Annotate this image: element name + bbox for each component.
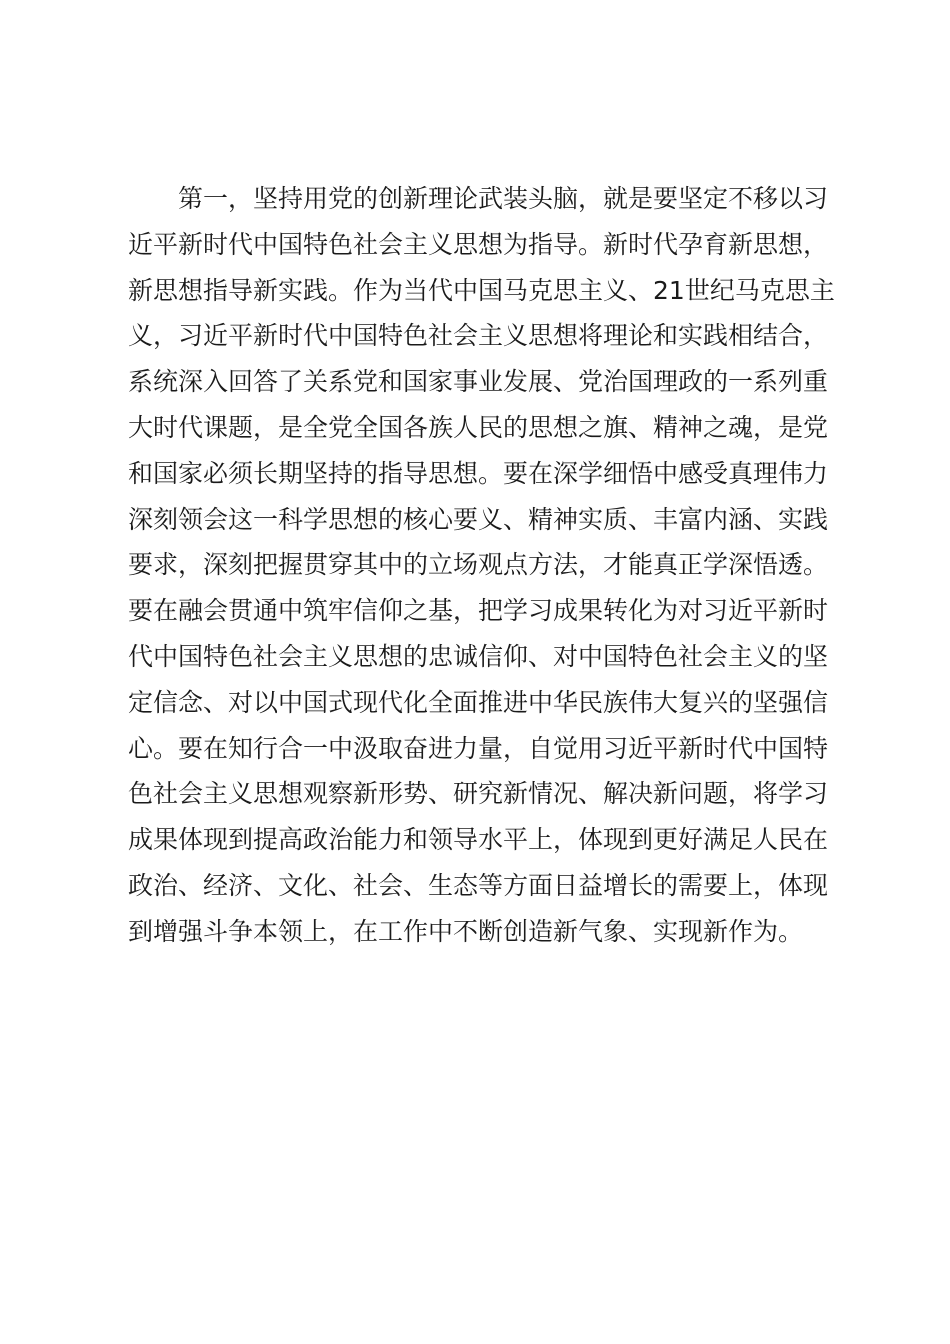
paragraph-line: 代中国特色社会主义思想的忠诚信仰、对中国特色社会主义的坚 xyxy=(128,641,829,671)
paragraph-line: 成果体现到提高政治能力和领导水平上，体现到更好满足人民在 xyxy=(128,825,829,855)
paragraph-line: 政治、经济、文化、社会、生态等方面日益增长的需要上，体现 xyxy=(128,870,829,900)
paragraph-line: 深刻领会这一科学思想的核心要义、精神实质、丰富内涵、实践 xyxy=(128,504,829,534)
paragraph-line: 要求，深刻把握贯穿其中的立场观点方法，才能真正学深悟透。 xyxy=(128,550,829,580)
paragraph-line: 定信念、对以中国式现代化全面推进中华民族伟大复兴的坚强信 xyxy=(128,687,829,717)
paragraph-line: 色社会主义思想观察新形势、研究新情况、解决新问题，将学习 xyxy=(128,779,829,809)
paragraph-line: 大时代课题，是全党全国各族人民的思想之旗、精神之魂，是党 xyxy=(128,412,829,442)
paragraph-line: 要在融会贯通中筑牢信仰之基，把学习成果转化为对习近平新时 xyxy=(128,596,829,626)
paragraph-line: 第一，坚持用党的创新理论武装头脑，就是要坚定不移以习 xyxy=(128,184,829,213)
body-paragraph xyxy=(128,176,848,955)
paragraph-line: 到增强斗争本领上，在工作中不断创造新气象、实现新作为。 xyxy=(128,916,804,946)
paragraph-line: 系统深入回答了关系党和国家事业发展、党治国理政的一系列重 xyxy=(128,367,829,397)
paragraph-line: 和国家必须长期坚持的指导思想。要在深学细悟中感受真理伟力 xyxy=(128,458,829,488)
paragraph-line: 近平新时代中国特色社会主义思想为指导。新时代孕育新思想， xyxy=(128,229,829,259)
paragraph-line: 新思想指导新实践。作为当代中国马克思主义、21世纪马克思主 xyxy=(128,275,835,305)
paragraph-line: 心。要在知行合一中汲取奋进力量，自觉用习近平新时代中国特 xyxy=(128,733,829,763)
paragraph-line: 义，习近平新时代中国特色社会主义思想将理论和实践相结合， xyxy=(128,321,829,351)
